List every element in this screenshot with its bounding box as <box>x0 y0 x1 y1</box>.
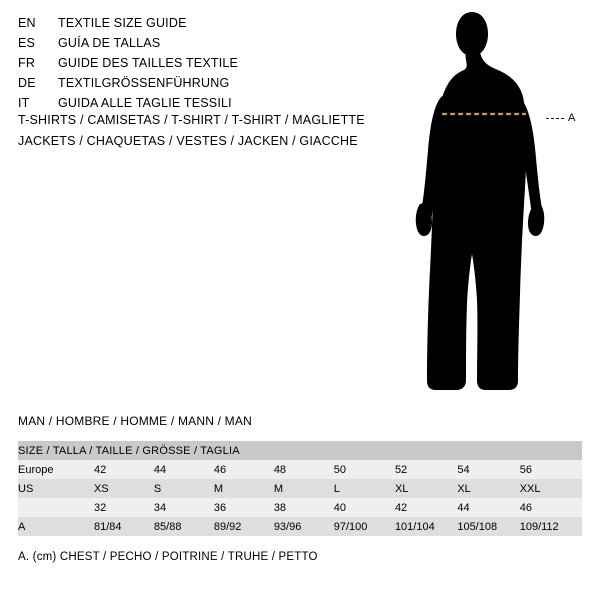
cell: 46 <box>214 460 274 479</box>
cell: 42 <box>94 460 154 479</box>
cell: 101/104 <box>395 517 457 536</box>
language-text: GUÍA DE TALLAS <box>58 36 161 50</box>
cell: 54 <box>457 460 519 479</box>
category-line-tshirts: T-SHIRTS / CAMISETAS / T-SHIRT / T-SHIRT / MAGLIETTE <box>18 113 365 127</box>
language-row <box>18 76 398 96</box>
cell: 38 <box>274 498 334 517</box>
measure-leader-line <box>546 118 564 119</box>
cell: XL <box>395 479 457 498</box>
cell: M <box>274 479 334 498</box>
cell: L <box>334 479 395 498</box>
cell: 89/92 <box>214 517 274 536</box>
male-silhouette-icon <box>400 8 600 408</box>
language-text: GUIDE DES TAILLES TEXTILE <box>58 56 239 70</box>
table-row <box>18 498 582 517</box>
cell: 44 <box>154 460 214 479</box>
cell: 48 <box>274 460 334 479</box>
cell: 46 <box>520 498 582 517</box>
language-code: DE <box>18 76 36 90</box>
cell: 40 <box>334 498 395 517</box>
cell: 36 <box>214 498 274 517</box>
cell: 42 <box>395 498 457 517</box>
cell: 105/108 <box>457 517 519 536</box>
cell: XS <box>94 479 154 498</box>
cell: 56 <box>520 460 582 479</box>
cell: 44 <box>457 498 519 517</box>
cell: 34 <box>154 498 214 517</box>
category-line-jackets: JACKETS / CHAQUETAS / VESTES / JACKEN / GIACCHE <box>18 134 358 148</box>
cell: 93/96 <box>274 517 334 536</box>
row-label-europe: Europe <box>18 460 94 479</box>
language-row <box>18 36 398 56</box>
language-code: FR <box>18 56 36 70</box>
cell: 32 <box>94 498 154 517</box>
footnote: A. (cm) CHEST / PECHO / POITRINE / TRUHE / PETTO <box>18 551 318 563</box>
table-row <box>18 479 582 498</box>
row-label-us: US <box>18 479 94 498</box>
table-row <box>18 517 582 536</box>
size-table <box>18 441 582 536</box>
language-list <box>18 16 398 116</box>
table-row <box>18 460 582 479</box>
language-text: TEXTILE SIZE GUIDE <box>58 16 187 30</box>
cell: 109/112 <box>520 517 582 536</box>
cell: S <box>154 479 214 498</box>
cell: 52 <box>395 460 457 479</box>
row-label-blank <box>18 498 94 517</box>
language-row <box>18 56 398 76</box>
row-label-a: A <box>18 517 94 536</box>
language-text: GUIDA ALLE TAGLIE TESSILI <box>58 96 232 110</box>
cell: XXL <box>520 479 582 498</box>
table-header-row <box>18 441 582 460</box>
cell: 81/84 <box>94 517 154 536</box>
language-code: ES <box>18 36 36 50</box>
table-section-title: MAN / HOMBRE / HOMME / MANN / MAN <box>18 414 252 428</box>
language-code: IT <box>18 96 30 110</box>
cell: 85/88 <box>154 517 214 536</box>
cell: M <box>214 479 274 498</box>
language-text: TEXTILGRÖSSENFÜHRUNG <box>58 76 230 90</box>
measure-label-a: A <box>568 112 576 124</box>
cell: 50 <box>334 460 395 479</box>
table-header-label: SIZE / TALLA / TAILLE / GRÖSSE / TAGLIA <box>18 441 582 460</box>
cell: XL <box>457 479 519 498</box>
body-figure <box>400 8 600 408</box>
cell: 97/100 <box>334 517 395 536</box>
category-list <box>18 110 418 152</box>
language-code: EN <box>18 16 36 30</box>
language-row <box>18 16 398 36</box>
